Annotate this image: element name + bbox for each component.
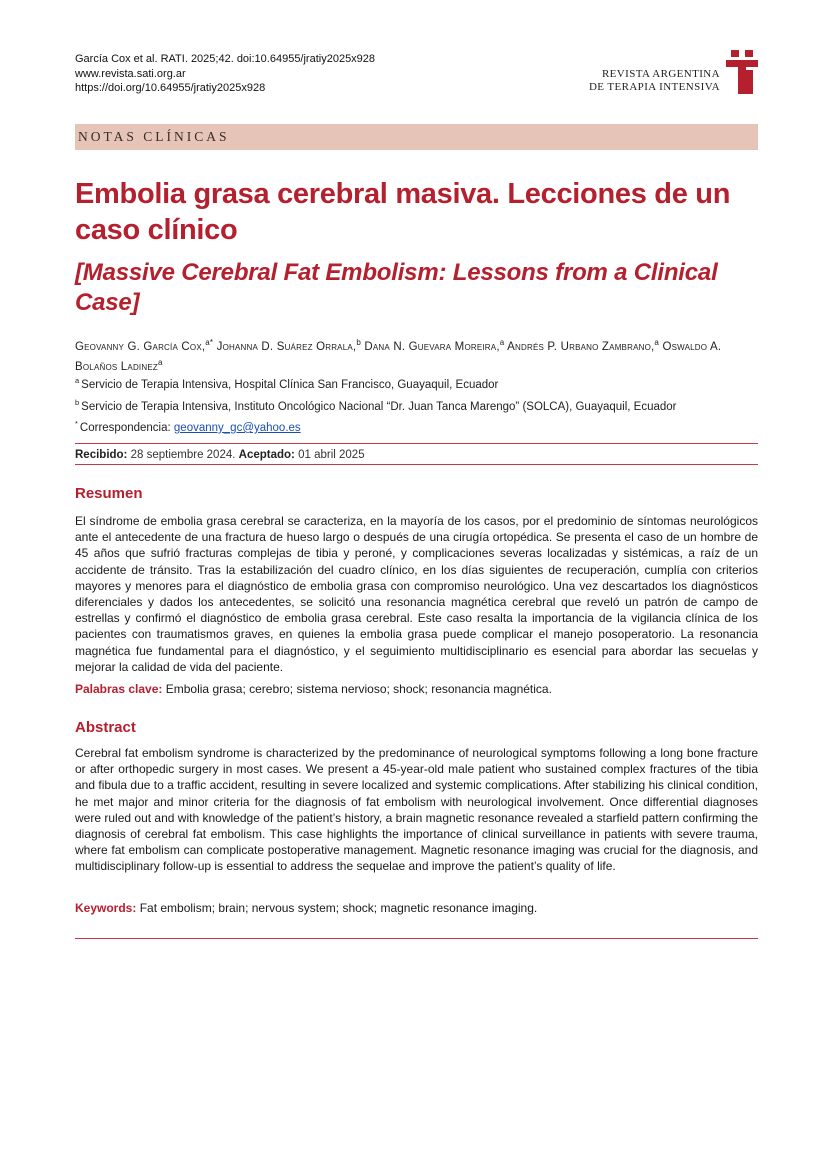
article-page xyxy=(75,0,758,915)
divider xyxy=(75,443,758,444)
section-band xyxy=(75,124,758,150)
affiliation: $^a$ Servicio de Terapia Intensiva, Hospital Clínica San Francisco, Guayaquil, Ecuador xyxy=(75,376,499,391)
correspondence: * Correspondencia: geovanny_gc@yahoo.es xyxy=(75,419,301,434)
citation-line: García Cox et al. RATI. 2025;42. doi:10.64955/jratiy2025x928 xyxy=(75,53,376,65)
journal-name xyxy=(589,68,720,94)
divider xyxy=(75,464,758,465)
abstract-heading: Abstract xyxy=(75,719,136,736)
journal-name-line-2: DE TERAPIA INTENSIVA xyxy=(588,81,720,93)
resumen-heading: Resumen xyxy=(75,485,143,502)
journal-url[interactable]: www.revista.sati.org.ar xyxy=(75,67,186,80)
affiliation: $^b$ Servicio de Terapia Intensiva, Instituto Oncológico Nacional “Dr. Juan Tanca Marengo” (SOLCA), Guayaquil, Ecuador xyxy=(75,398,677,413)
page-header xyxy=(75,0,758,110)
author: Geovanny G. García Cox,$^{a*}$ xyxy=(75,338,214,353)
abstract-keywords: Keywords: Fat embolism; brain; nervous system; shock; magnetic resonance imaging. xyxy=(75,901,538,915)
divider xyxy=(75,938,758,939)
author: Andrés P. Urbano Zambrano,$^a$ xyxy=(507,338,660,353)
dates-line: Recibido: 28 septiembre 2024. Aceptado: 01 abril 2025 xyxy=(75,449,365,461)
journal-brand xyxy=(589,50,758,94)
article-subtitle: [Massive Cerebral Fat Embolism: Lessons from a Clinical Case] xyxy=(75,259,718,316)
resumen-keywords: Palabras clave: Embolia grasa; cerebro; sistema nervioso; shock; resonancia magnética. xyxy=(75,682,552,696)
rati-logo-icon xyxy=(726,50,758,94)
section-label: NOTAS CLÍNICAS xyxy=(78,129,230,144)
journal-name-line-1: REVISTA ARGENTINA xyxy=(601,68,720,80)
article-title: Embolia grasa cerebral masiva. Lecciones de un caso clínico xyxy=(75,178,731,246)
correspondence-email-link[interactable]: geovanny_gc@yahoo.es xyxy=(173,422,301,434)
author-list xyxy=(75,337,758,377)
citation-block xyxy=(75,52,375,96)
author: Oswaldo A. Bolaños Ladinez$^a$ xyxy=(75,341,722,373)
author: Johanna D. Suárez Orrala,$^b$ xyxy=(216,338,361,353)
doi-link[interactable]: https://doi.org/10.64955/jratiy2025x928 xyxy=(75,82,266,94)
resumen-text: El síndrome de embolia grasa cerebral se caracteriza, en la mayoría de los casos, por el predominio de síntomas neurológicos ante el antecedente de una fractura de hueso largo o después de una cirugía ortopédica. Se presenta el caso de un hombre de 45 años que sufrió fracturas complejas de tibia y peroné, y complicaciones severas localizadas y sistémicas, a raíz de un accidente de tránsito. Tras la estabilización del cuadro clínico, en los días siguientes de recuperación, cumplía con criterios mayores y menores para el diagnóstico de embolia grasa con compromiso neurológico. Una vez descartados los diagnósticos diferenciales y dados los antecedentes, se solicitó una resonancia magnética cerebral que reveló un patrón de campo de estrellas y confirmó el diagnóstico de embolia grasa cerebral. Este caso resalta la importancia de la vigilancia clínica de los pacientes con traumatismos graves, en quienes la embolia grasa puede complicar el manejo posoperatorio. La resonancia magnética fue fundamental para el diagnóstico, y el seguimiento multidisciplinario es esencial para abordar las secuelas y mejorar la calidad de vida del paciente. xyxy=(75,514,758,674)
abstract-text: Cerebral fat embolism syndrome is characterized by the predominance of neurological symptoms following a long bone fracture or after orthopedic surgery in most cases. We present a 45-year-old male patient who sustained complex fractures of the tibia and fibula due to a traffic accident, resulting in severe localized and systemic complications. After stabilizing his clinical condition, he met major and minor criteria for the diagnosis of fat embolism with neurological involvement. Once differential diagnoses were ruled out and with knowledge of the patient’s history, a brain magnetic resonance revealed a starfield pattern confirming the diagnosis of cerebral fat embolism. This case highlights the importance of clinical surveillance in patients with severe trauma, where fat embolism can complicate postoperative management. Magnetic resonance imaging was crucial for the diagnosis, and multidisciplinary follow-up is essential to address the sequelae and improve the patient’s quality of life. xyxy=(75,746,758,874)
author: Dana N. Guevara Moreira,$^a$ xyxy=(364,338,505,353)
